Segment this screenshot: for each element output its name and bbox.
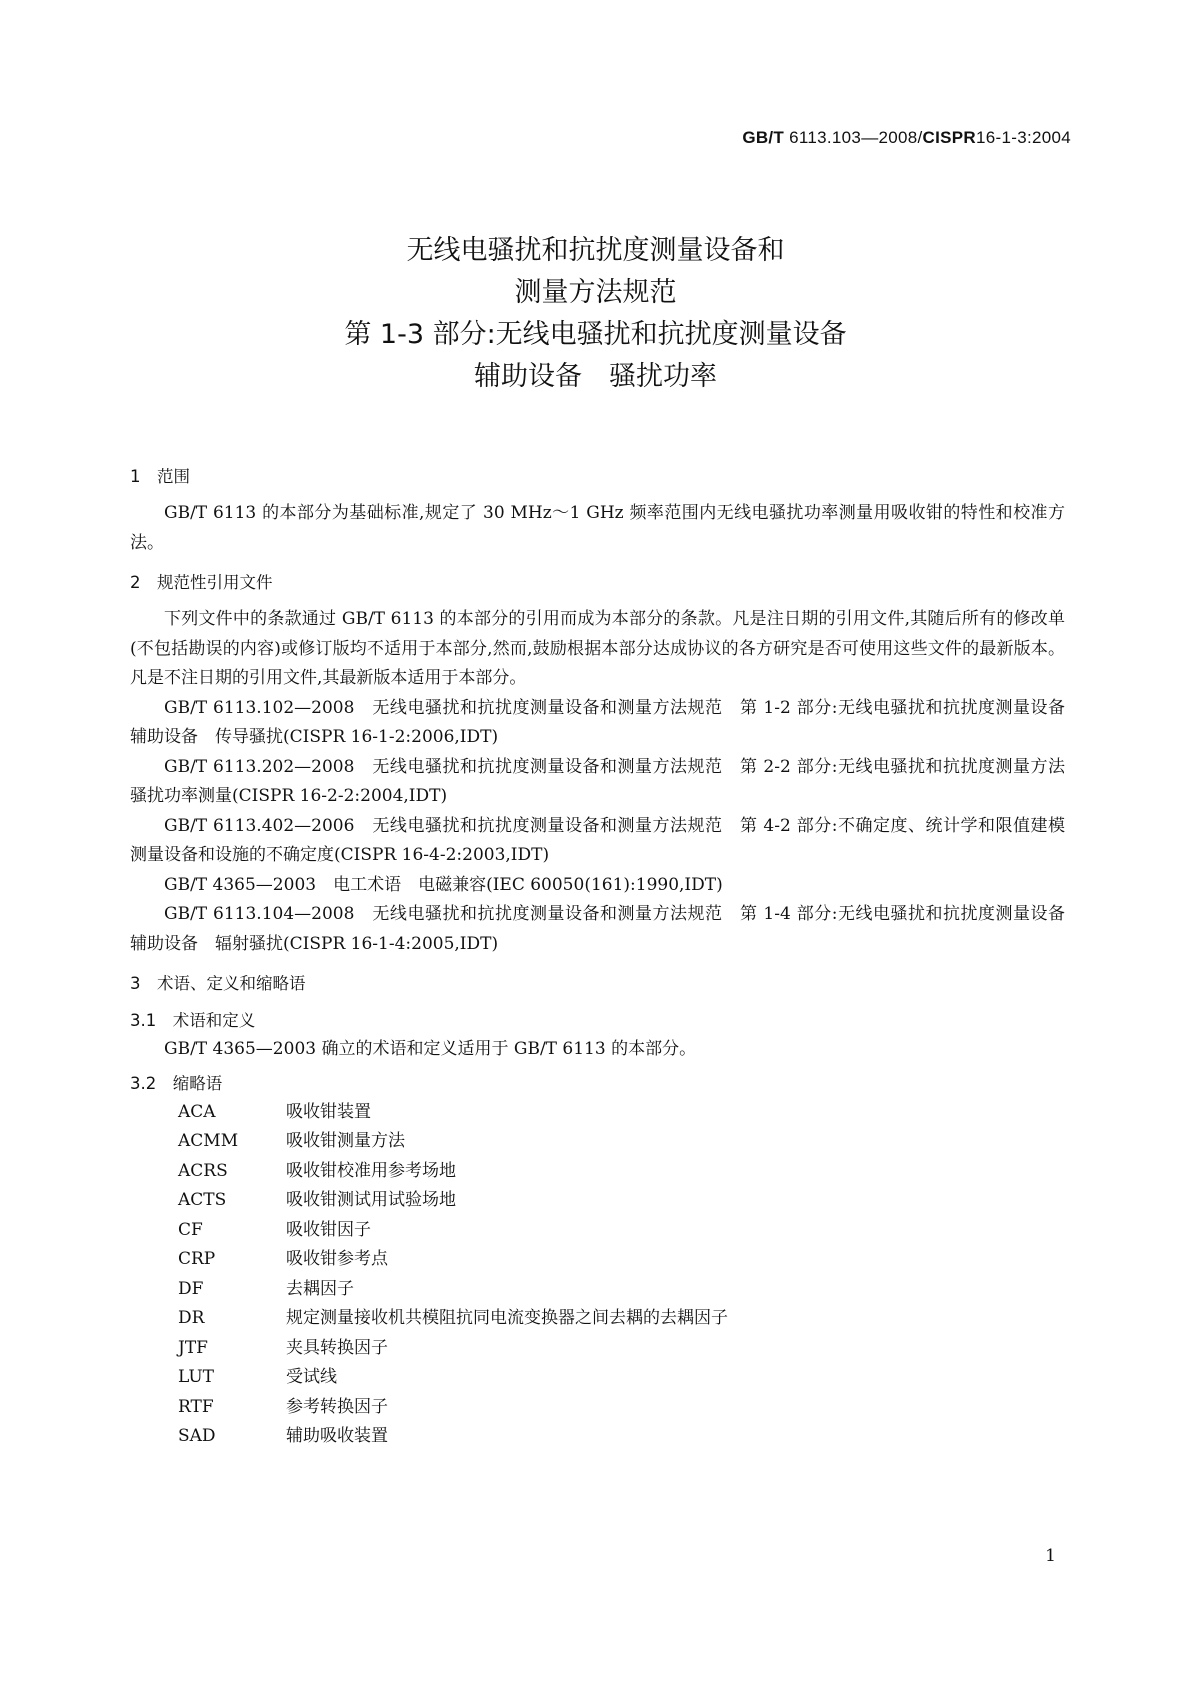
abbreviation-meaning: 规定测量接收机共模阻抗同电流变换器之间去耦的去耦因子 bbox=[286, 1308, 728, 1328]
abbreviation-meaning: 吸收钳因子 bbox=[286, 1219, 371, 1240]
abbreviation-row bbox=[178, 1363, 728, 1393]
title-line-1: 无线电骚扰和抗扰度测量设备和 bbox=[406, 235, 785, 266]
section-heading-scope: 1 范围 bbox=[130, 467, 190, 486]
title-line-4: 辅助设备 骚扰功率 bbox=[474, 361, 717, 392]
abbreviation-code: ACMM bbox=[178, 1131, 239, 1151]
reference-item: GB/T 6113.102—2008 无线电骚扰和抗扰度测量设备和测量方法规范 第 1-2 部分:无线电骚扰和抗扰度测量设备 辅助设备 传导骚扰(CISPR 16-1-2:2006,IDT) bbox=[130, 697, 1082, 747]
reference-item: GB/T 6113.104—2008 无线电骚扰和抗扰度测量设备和测量方法规范 第 1-4 部分:无线电骚扰和抗扰度测量设备 辅助设备 辐射骚扰(CISPR 16-1-4:2005,IDT) bbox=[130, 904, 1082, 954]
subsection-heading-definitions: 3.1 术语和定义 bbox=[130, 1011, 256, 1030]
standard-code-header bbox=[742, 128, 1071, 148]
subsection-heading-abbreviations: 3.2 缩略语 bbox=[130, 1073, 223, 1093]
definitions-paragraph: GB/T 4365—2003 确立的术语和定义适用于 GB/T 6113 的本部分。 bbox=[164, 1039, 697, 1059]
abbreviation-meaning: 吸收钳测试用试验场地 bbox=[286, 1190, 456, 1210]
title-line-3: 第 1-3 部分:无线电骚扰和抗扰度测量设备 bbox=[344, 319, 847, 350]
reference-item: GB/T 6113.402—2006 无线电骚扰和抗扰度测量设备和测量方法规范 第 4-2 部分:不确定度、统计学和限值建模 测量设备和设施的不确定度(CISPR 16-4-2:2003,IDT) bbox=[130, 815, 1082, 865]
abbreviation-meaning: 吸收钳装置 bbox=[286, 1101, 371, 1122]
abbreviation-code: CF bbox=[178, 1219, 203, 1240]
cispr-prefix: CISPR bbox=[922, 128, 977, 147]
abbreviation-code: ACTS bbox=[178, 1190, 227, 1210]
document-body bbox=[130, 462, 1082, 1452]
section-heading-terms: 3 术语、定义和缩略语 bbox=[130, 974, 306, 993]
abbreviation-row bbox=[178, 1393, 728, 1423]
abbreviation-code: DF bbox=[178, 1278, 204, 1299]
reference-item: GB/T 6113.202—2008 无线电骚扰和抗扰度测量设备和测量方法规范 第 2-2 部分:无线电骚扰和抗扰度测量方法 骚扰功率测量(CISPR 16-2-2:2004,IDT) bbox=[130, 756, 1082, 806]
cispr-number: 16-1-3:2004 bbox=[976, 128, 1071, 147]
abbreviation-code: RTF bbox=[178, 1396, 214, 1417]
abbreviation-row bbox=[178, 1127, 728, 1157]
abbreviation-code: DR bbox=[178, 1308, 205, 1328]
abbreviation-code: ACRS bbox=[178, 1160, 228, 1181]
page-number: 1 bbox=[1045, 1546, 1056, 1566]
abbreviation-meaning: 去耦因子 bbox=[286, 1278, 354, 1299]
abbreviation-meaning: 吸收钳测量方法 bbox=[286, 1131, 405, 1151]
references-intro-paragraph: 下列文件中的条款通过 GB/T 6113 的本部分的引用而成为本部分的条款。凡是注日期的引用文件,其随后所有的修改单(不包括勘误的内容)或修订版均不适用于本部分,然而,鼓励根据本部分达成协议的各方研究是否可使用这些文件的最新版本。凡是不注日期的引用文件,其最新版本适用于本部分。 bbox=[130, 609, 1065, 688]
section-heading-references: 2 规范性引用文件 bbox=[130, 573, 273, 592]
abbreviation-meaning: 夹具转换因子 bbox=[286, 1337, 388, 1358]
abbreviation-code: CRP bbox=[178, 1249, 216, 1269]
abbreviation-meaning: 参考转换因子 bbox=[286, 1396, 388, 1417]
abbreviation-row bbox=[178, 1216, 728, 1246]
abbreviation-row bbox=[178, 1422, 728, 1452]
abbreviation-code: JTF bbox=[178, 1337, 208, 1358]
abbreviation-row bbox=[178, 1334, 728, 1364]
abbreviation-table bbox=[178, 1098, 728, 1452]
abbreviation-row bbox=[178, 1098, 728, 1128]
abbreviation-code: LUT bbox=[178, 1367, 215, 1387]
abbreviation-row bbox=[178, 1245, 728, 1275]
abbreviation-meaning: 吸收钳校准用参考场地 bbox=[286, 1160, 456, 1181]
abbreviation-code: SAD bbox=[178, 1426, 216, 1446]
standard-prefix: GB/T bbox=[742, 128, 785, 147]
abbreviation-meaning: 吸收钳参考点 bbox=[286, 1249, 388, 1269]
abbreviation-row bbox=[178, 1275, 728, 1305]
abbreviation-meaning: 辅助吸收装置 bbox=[286, 1426, 388, 1446]
abbreviation-code: ACA bbox=[178, 1101, 216, 1122]
title-line-2: 测量方法规范 bbox=[514, 277, 677, 308]
reference-item: GB/T 4365—2003 电工术语 电磁兼容(IEC 60050(161):1990,IDT) bbox=[164, 874, 723, 895]
standard-number: 6113.103—2008/ bbox=[784, 128, 923, 147]
scope-paragraph: GB/T 6113 的本部分为基础标准,规定了 30 MHz～1 GHz 频率范围内无线电骚扰功率测量用吸收钳的特性和校准方法。 bbox=[130, 503, 1065, 553]
abbreviation-row bbox=[178, 1157, 728, 1187]
abbreviation-meaning: 受试线 bbox=[286, 1367, 337, 1387]
abbreviation-row bbox=[178, 1186, 728, 1216]
document-title bbox=[0, 230, 1191, 398]
abbreviation-row bbox=[178, 1304, 728, 1334]
